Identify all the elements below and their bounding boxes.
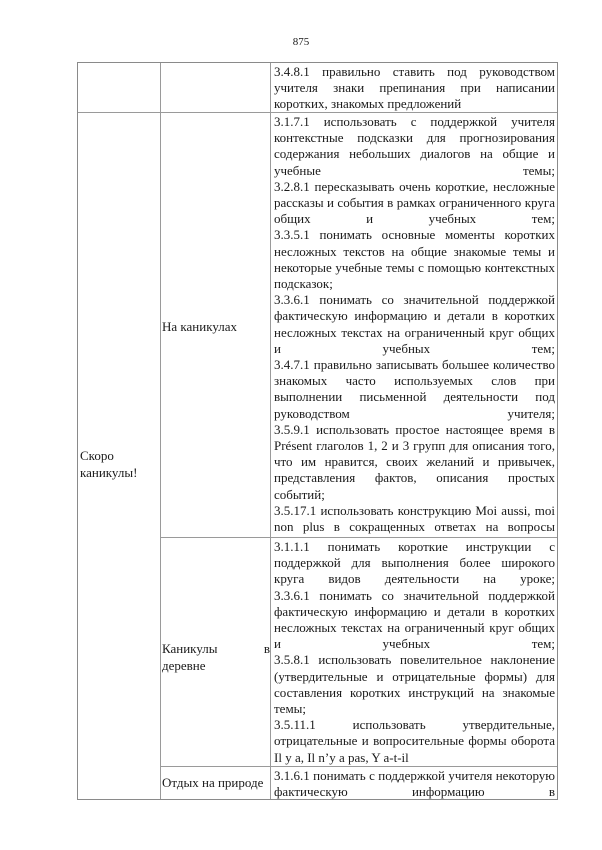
objective-text: 3.3.6.1 понимать со значительной поддержкой фактическую информацию и детали в коротких несложных текстах на ограниченный круг общих и учебных тем; bbox=[274, 587, 555, 652]
objective-text: 3.1.6.1 понимать с поддержкой учителя некоторую фактическую информацию в bbox=[274, 768, 555, 800]
subtopic-cell-row2 bbox=[162, 319, 270, 336]
row-divider-2 bbox=[160, 537, 557, 538]
objectives-cell-row2 bbox=[271, 114, 557, 535]
subtopic-cell-row4 bbox=[162, 775, 272, 792]
objective-text: 3.1.1.1 понимать короткие инструкции с поддержкой для выполнения более широкого круга видов деятельности на уроке; bbox=[274, 539, 555, 587]
subtopic-cell-row3 bbox=[162, 641, 270, 674]
objective-text: 3.5.11.1 использовать утвердительные, отрицательные и вопросительные формы оборота Il y a, Il n’y a pas, Y a-t-il bbox=[274, 717, 555, 765]
objective-text: 3.5.9.1 использовать простое настоящее время в Présent глаголов 1, 2 и 3 групп для описания того, что им нравится, своих желаний и привычек, представления фактов, описания простых событий; bbox=[274, 421, 555, 502]
column-divider-1 bbox=[160, 63, 161, 799]
objective-text: 3.2.8.1 пересказывать очень короткие, несложные рассказы и события в рамках ограниченного круга общих и учебных тем; bbox=[274, 178, 555, 227]
objective-text: 3.5.8.1 использовать повелительное наклонение (утвердительные и отрицательные формы) для составления коротких инструкций на знакомые темы; bbox=[274, 652, 555, 717]
objective-text: 3.5.17.1 использовать конструкцию Moi aussi, moi non plus в сокращенных ответах на вопросы bbox=[274, 502, 555, 535]
objective-text: 3.4.7.1 правильно записывать большее количество знакомых часто используемых слов при выполнении письменной деятельности под руководством учителя; bbox=[274, 357, 555, 421]
subtopic-label: На каникулах bbox=[162, 319, 238, 334]
row-divider-3 bbox=[160, 766, 557, 767]
objective-text: 3.3.6.1 понимать со значительной поддержкой фактическую информацию и детали в коротких несложных текстах на ограниченный круг общих и учебных тем; bbox=[274, 292, 555, 356]
objective-text: 3.4.8.1 правильно ставить под руководством учителя знаки препинания при написании коротких, знакомых предложений bbox=[274, 64, 555, 112]
subtopic-label: Каникулы в деревне bbox=[162, 641, 270, 673]
curriculum-table bbox=[77, 62, 558, 800]
page-number: 875 bbox=[292, 36, 310, 48]
topic-label: Скоро каникулы! bbox=[80, 448, 138, 480]
objectives-cell-row3 bbox=[271, 539, 557, 766]
topic-cell bbox=[80, 448, 158, 481]
objectives-cell-row4 bbox=[271, 768, 557, 800]
subtopic-label: Отдых на природе bbox=[162, 775, 264, 790]
objective-text: 3.1.7.1 использовать с поддержкой учителя контекстные подсказки для прогнозирования содержания небольших диалогов на общие и учебные темы; bbox=[274, 114, 555, 178]
objective-text: 3.3.5.1 понимать основные моменты коротких несложных текстов на общие знакомые темы и некоторые учебные темы с помощью контекстных подсказок; bbox=[274, 227, 555, 292]
objectives-cell-row1 bbox=[271, 64, 557, 113]
